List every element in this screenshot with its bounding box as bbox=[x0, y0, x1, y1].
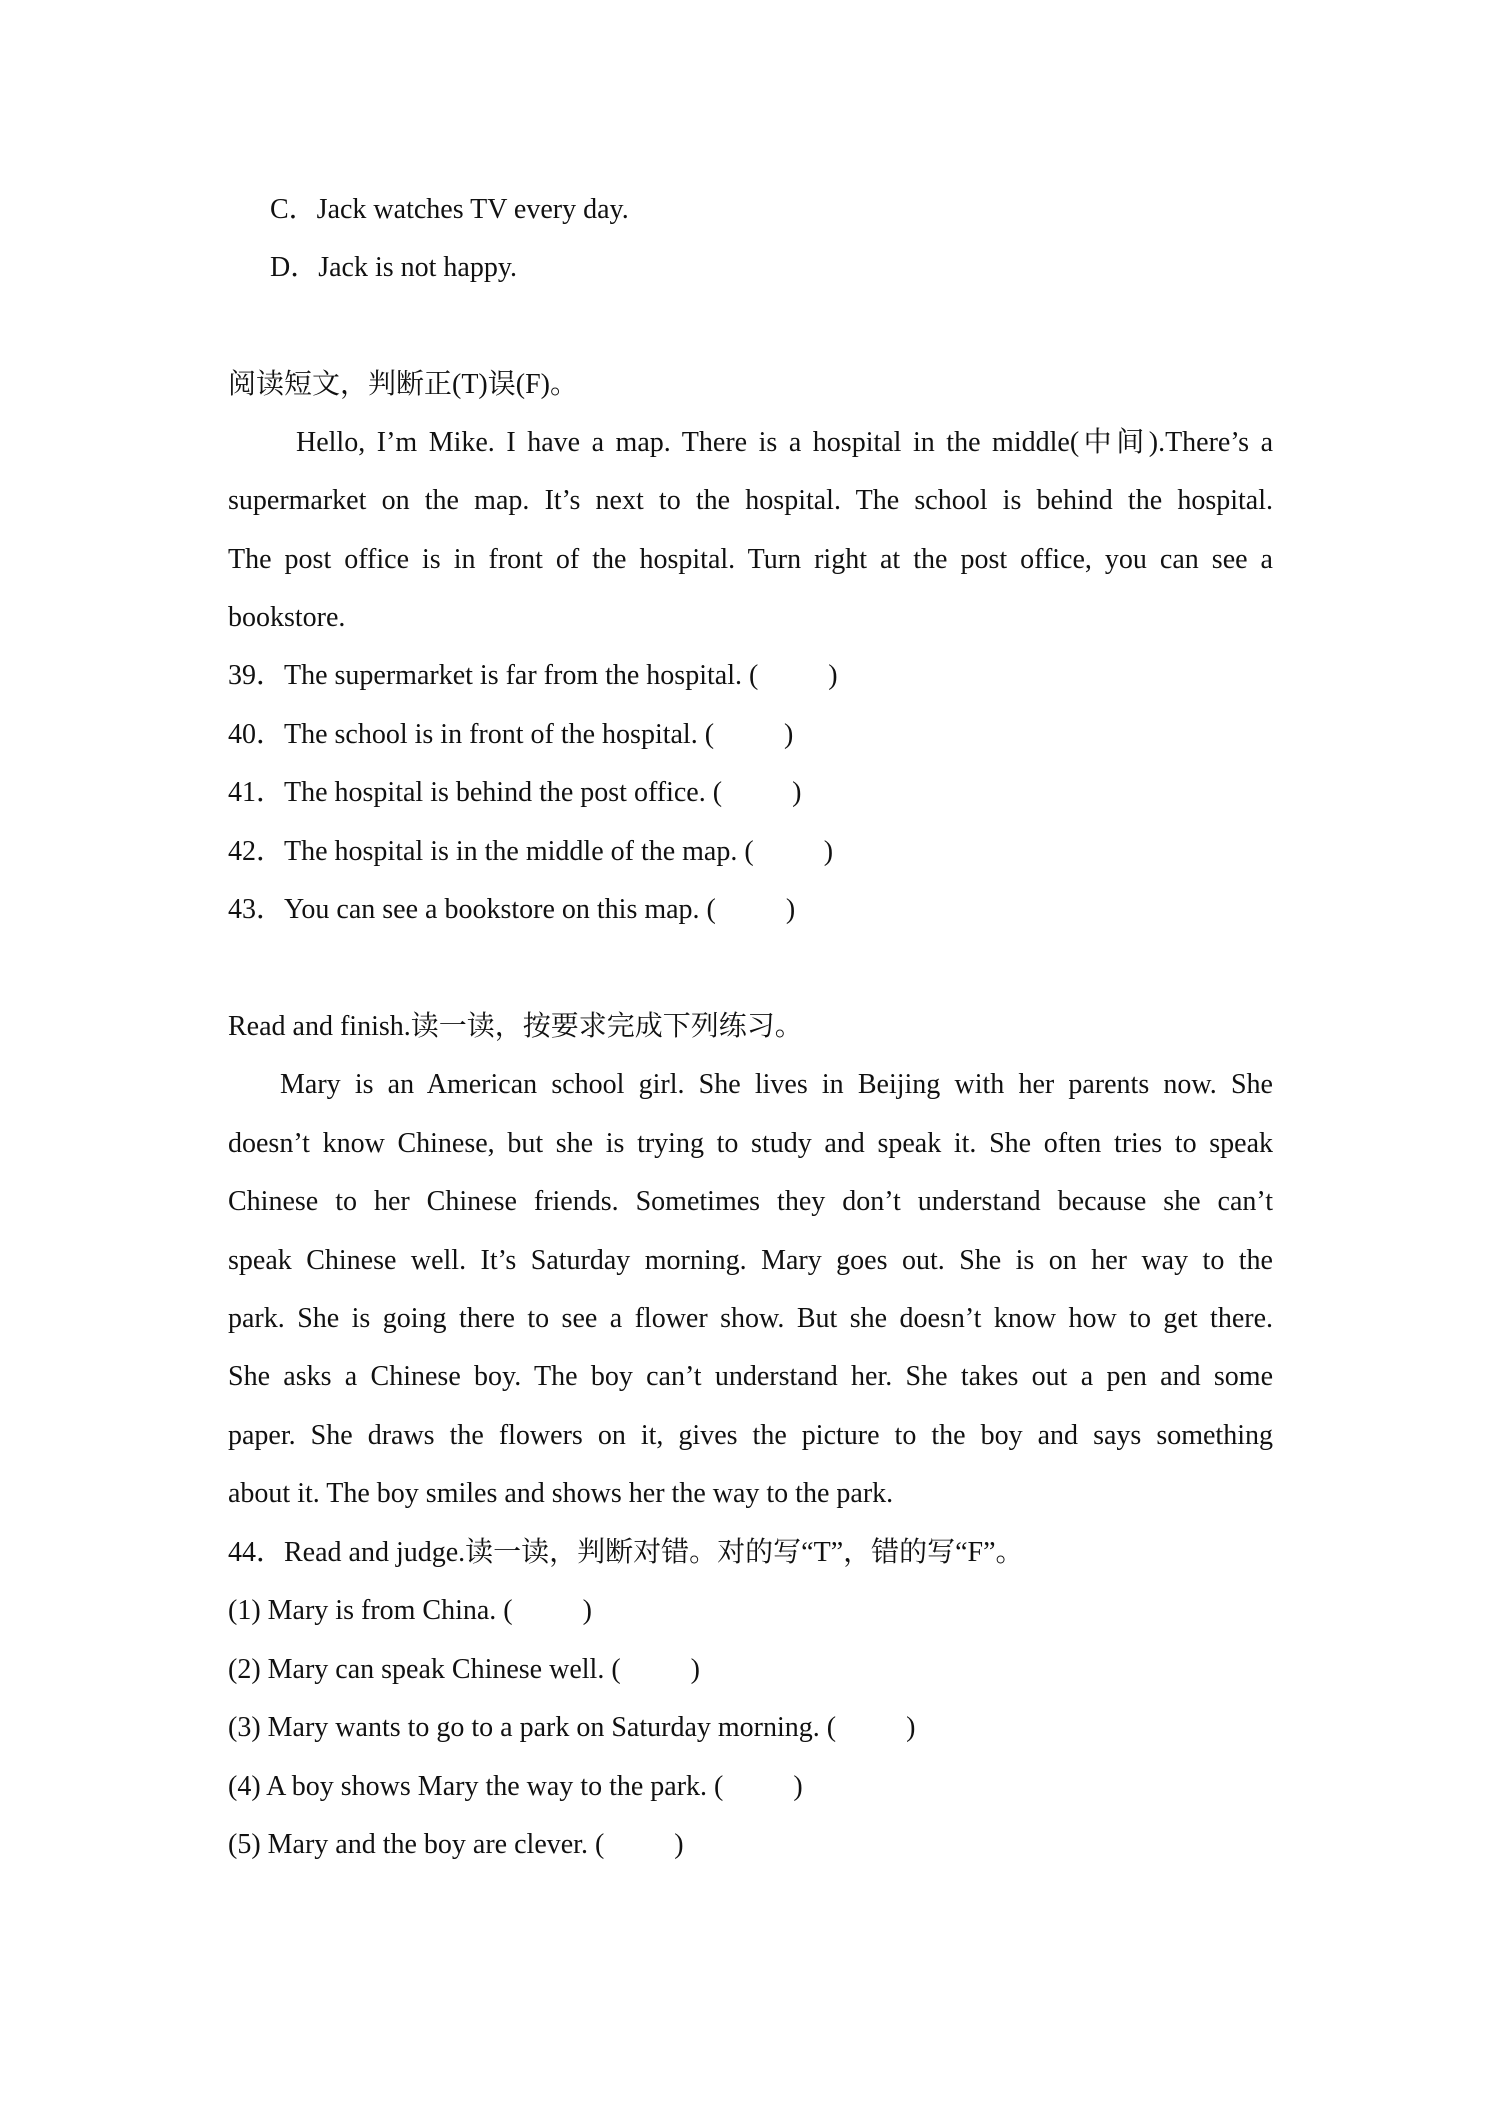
question-40-text: 40．The school is in front of the hospital. ( bbox=[228, 719, 715, 750]
judge-item-4 bbox=[228, 1770, 803, 1804]
judge-item-5 bbox=[228, 1828, 684, 1862]
judge-item-3 bbox=[228, 1711, 915, 1745]
section1-passage-line-3: The post office is in front of the hospital. Turn right at the post office, you can see a bbox=[228, 544, 1273, 575]
section1-passage-line-2: supermarket on the map. It’s next to the hospital. The school is behind the hospital. bbox=[228, 485, 1273, 516]
question-42-close: ) bbox=[823, 836, 834, 867]
question-41-close: ) bbox=[792, 777, 802, 808]
option-d: D．Jack is not happy. bbox=[270, 252, 518, 283]
section2-passage-line-8: about it. The boy smiles and shows her the way to the park. bbox=[228, 1478, 894, 1509]
judge-item-5-text: (5) Mary and the boy are clever. ( bbox=[228, 1829, 605, 1860]
question-41-text: 41．The hospital is behind the post office. ( bbox=[228, 777, 723, 808]
section2-passage-line-4: speak Chinese well. It’s Saturday morning. Mary goes out. She is on her way to the bbox=[228, 1245, 1273, 1276]
section1-passage-line-1: Hello, I’m Mike. I have a map. There is a hospital in the middle(中间).There’s a bbox=[296, 427, 1273, 458]
judge-item-4-text: (4) A boy shows Mary the way to the park. ( bbox=[228, 1771, 724, 1802]
question-42-text: 42．The hospital is in the middle of the map. ( bbox=[228, 836, 754, 867]
judge-item-3-text: (3) Mary wants to go to a park on Saturday morning. ( bbox=[228, 1712, 837, 1743]
question-41 bbox=[228, 776, 801, 810]
question-43 bbox=[228, 893, 795, 927]
question-39 bbox=[228, 659, 838, 693]
judge-item-5-close: ) bbox=[674, 1829, 684, 1860]
section2-passage-line-7: paper. She draws the flowers on it, gives the picture to the boy and says something bbox=[228, 1420, 1273, 1451]
judge-item-1 bbox=[228, 1594, 592, 1628]
section2-instruction: Read and finish.读一读，按要求完成下列练习。 bbox=[228, 1011, 803, 1042]
judge-item-2-text: (2) Mary can speak Chinese well. ( bbox=[228, 1654, 621, 1685]
section1-instruction: 阅读短文，判断正(T)误(F)。 bbox=[228, 369, 578, 400]
judge-item-1-text: (1) Mary is from China. ( bbox=[228, 1595, 513, 1626]
judge-item-2 bbox=[228, 1653, 700, 1687]
judge-item-1-close: ) bbox=[582, 1595, 592, 1626]
judge-item-2-close: ) bbox=[690, 1654, 700, 1685]
question-40 bbox=[228, 718, 793, 752]
question-42 bbox=[228, 835, 833, 869]
section2-passage-line-6: She asks a Chinese boy. The boy can’t understand her. She takes out a pen and some bbox=[228, 1361, 1273, 1392]
question-43-close: ) bbox=[785, 894, 796, 925]
section2-passage-line-3: Chinese to her Chinese friends. Sometimes they don’t understand because she can’t bbox=[228, 1186, 1273, 1217]
section2-passage-line-2: doesn’t know Chinese, but she is trying to study and speak it. She often tries to speak bbox=[228, 1128, 1273, 1159]
judge-item-3-close: ) bbox=[906, 1712, 916, 1743]
question-43-text: 43．You can see a bookstore on this map. ( bbox=[228, 894, 716, 925]
judge-item-4-close: ) bbox=[793, 1771, 803, 1802]
section1-passage-line-4: bookstore. bbox=[228, 602, 346, 633]
section2-passage-line-5: park. She is going there to see a flower show. But she doesn’t know how to get there. bbox=[228, 1303, 1273, 1334]
question-39-close: ) bbox=[828, 660, 838, 691]
question-44-title: 44．Read and judge.读一读，判断对错。对的写“T”，错的写“F”。 bbox=[228, 1537, 1024, 1568]
section2-passage-line-1: Mary is an American school girl. She lives in Beijing with her parents now. She bbox=[280, 1069, 1273, 1100]
question-40-close: ) bbox=[784, 719, 794, 750]
question-39-text: 39．The supermarket is far from the hospital. ( bbox=[228, 660, 759, 691]
option-c: C．Jack watches TV every day. bbox=[270, 194, 629, 225]
